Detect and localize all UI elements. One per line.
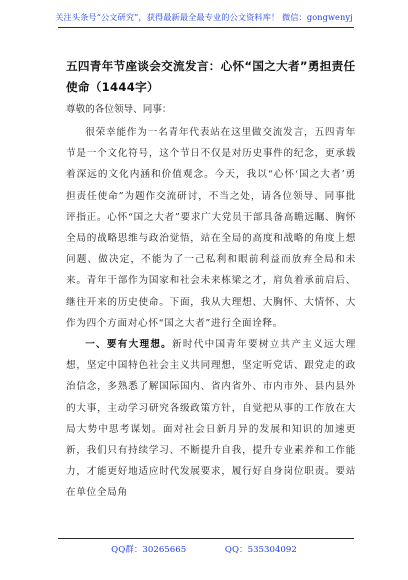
footer-contacts: [0, 543, 408, 555]
intro-paragraph: 很荣幸能作为一名青年代表站在这里做交流发言，五四青年节是一个文化符号，这个节日不仅是对历史事件的纪念，更承载着深远的文化内涵和价值观念。今天，我以“心怀‘国之大者’勇担责任使命”为题作交流研讨，不当之处，请各位领导、同事批评指正。心怀“国之大者”要求广大党员干部具备高瞻远瞩、胸怀全局的战略思维与政治觉悟，站在全局的高度和战略的角度上想问题、做决定，不能为了一己私利和眼前利益而放弃全局和未来。青年干部作为国家和社会未来栋梁之才，肩负着承前启后、继往开来的历史使命。下面，我从大理想、大胸怀、大情怀、大作为四个方面对心怀“国之大者”进行全面诠释。: [66, 127, 356, 329]
document-body: [66, 122, 356, 504]
section-1-text: 新时代中国青年要树立共产主义远大理想，坚定中国特色社会主义共同理想，坚定听党话、跟党走的政治信念，多熟悉了解国际国内、省内省外、市内市外、县内县外的大事，主动学习研究各级政策方针，自觉把从事的工作放在大局大势中思考谋划。面对社会日新月异的发展和知识的加速更新，我们只有持续学习、不断提升自我，提升专业素养和工作能力，才能更好地适应时代发展要求，履行好自身岗位职责。要站在单位全局角: [66, 339, 356, 499]
section-1-paragraph: [66, 334, 356, 504]
footer-divider: [58, 538, 354, 539]
document-title: 五四青年节座谈会交流发言：心怀“国之大者”勇担责任使命（1444字）: [66, 59, 356, 94]
section-1-heading: 一、要有大理想。: [85, 339, 173, 351]
footer-qq-group: QQ群：30265665: [111, 545, 187, 555]
header-divider: [58, 27, 354, 28]
header-promo-text: 关注头条号“公文研究”，获得最新最全最专业的公文资料库！ 微信：gongwenyj: [55, 12, 353, 22]
salutation: 尊敬的各位领导、同事：: [66, 104, 172, 115]
footer-qq: QQ：535304092: [224, 545, 297, 555]
